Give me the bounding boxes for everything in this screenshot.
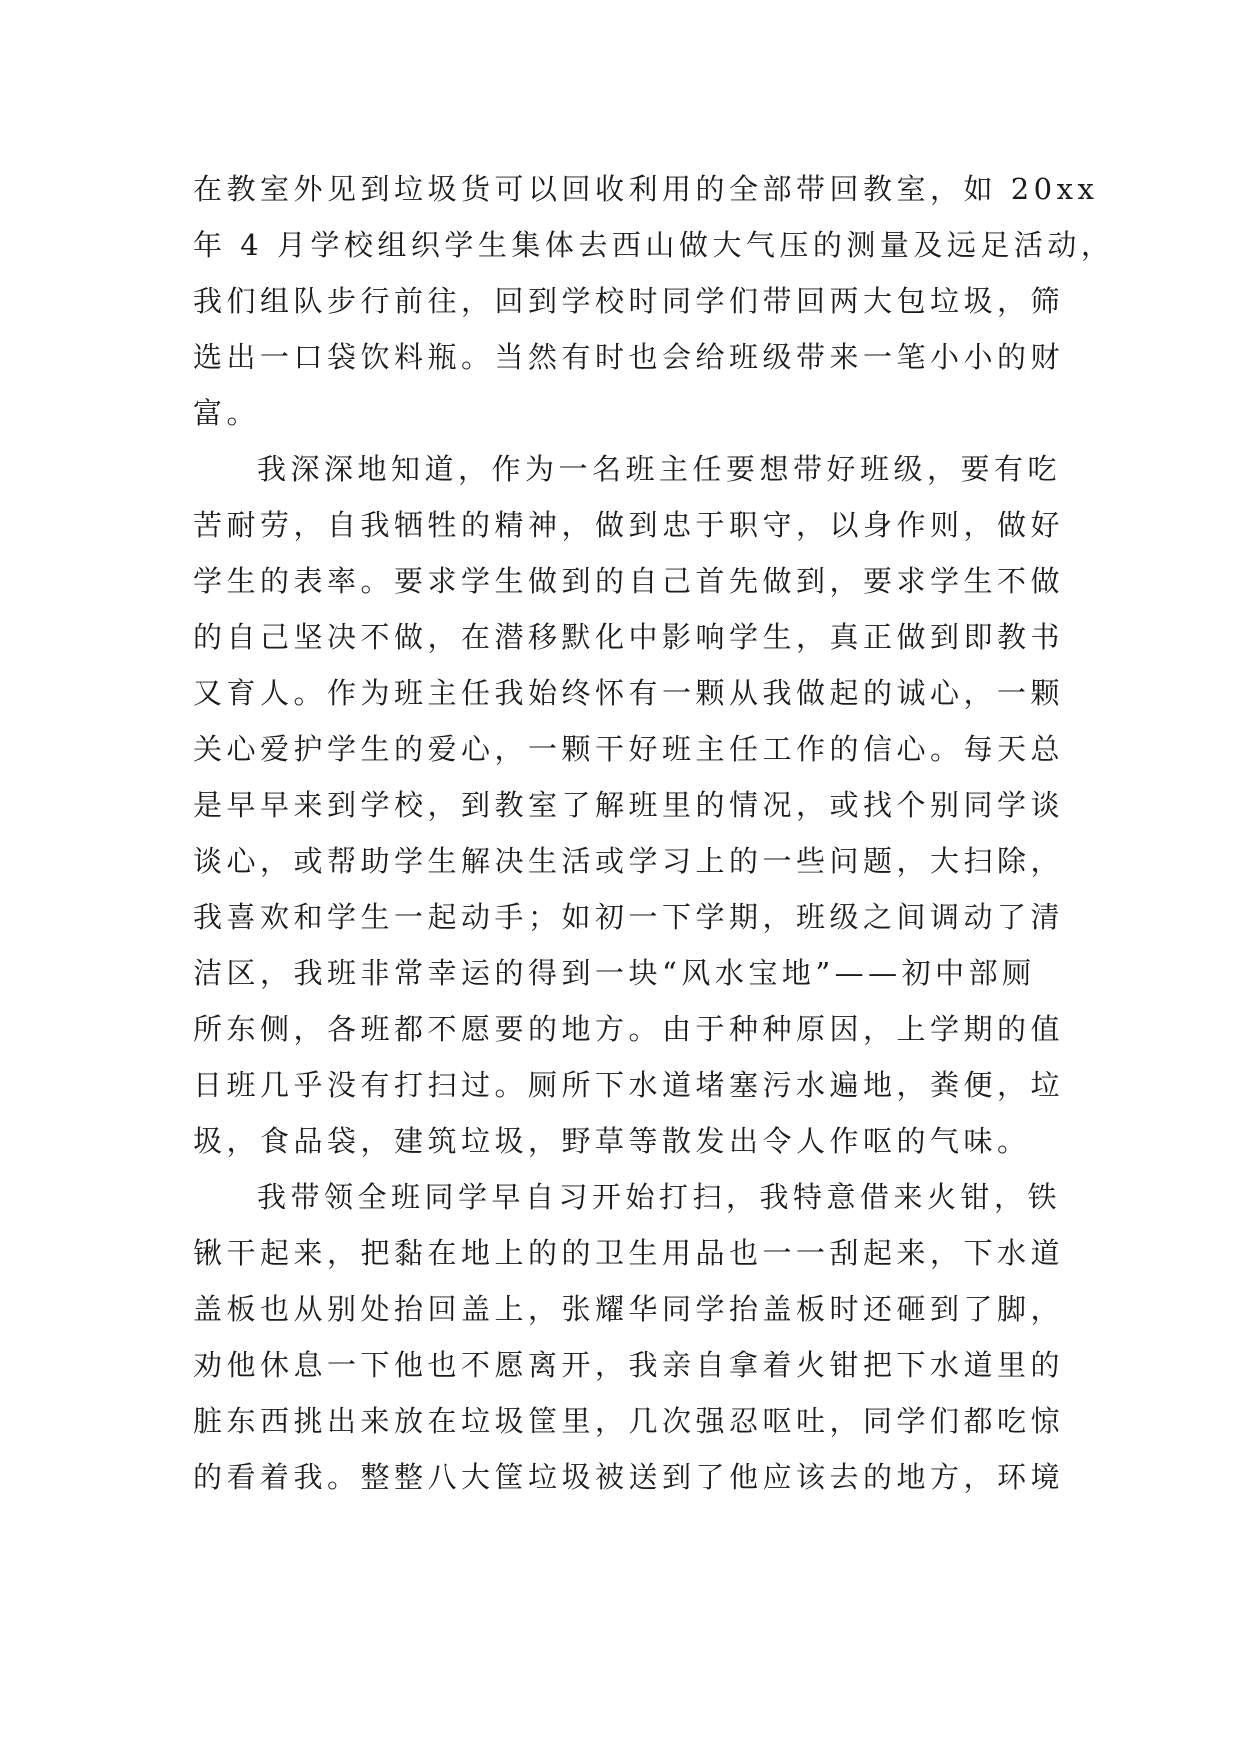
text-line: 学生的表率。要求学生做到的自己首先做到，要求学生不做 xyxy=(193,564,1065,598)
text-line: 所东侧，各班都不愿要的地方。由于种种原因，上学期的值 xyxy=(193,1012,1065,1046)
text-line: 在教室外见到垃圾货可以回收利用的全部带回教室，如 20xx xyxy=(193,172,1099,206)
text-line: 富。 xyxy=(193,396,261,430)
text-line: 的看着我。整整八大筐垃圾被送到了他应该去的地方，环境 xyxy=(193,1460,1065,1494)
text-line: 盖板也从别处抬回盖上，张耀华同学抬盖板时还砸到了脚， xyxy=(193,1292,1065,1326)
text-line: 关心爱护学生的爱心，一颗干好班主任工作的信心。每天总 xyxy=(193,732,1065,766)
text-line: 圾，食品袋，建筑垃圾，野草等散发出令人作呕的气味。 xyxy=(193,1124,1031,1158)
text-line: 的自己坚决不做，在潜移默化中影响学生，真正做到即教书 xyxy=(193,620,1065,654)
text-line: 我们组队步行前往，回到学校时同学们带回两大包垃圾，筛 xyxy=(193,284,1065,318)
text-line: 苦耐劳，自我牺牲的精神，做到忠于职守，以身作则，做好 xyxy=(193,508,1065,542)
text-line: 锹干起来，把黏在地上的的卫生用品也一一刮起来，下水道 xyxy=(193,1236,1065,1270)
text-line: 年 4 月学校组织学生集体去西山做大气压的测量及远足活动， xyxy=(193,228,1115,262)
paragraph-start-line: 我深深地知道，作为一名班主任要想带好班级，要有吃 xyxy=(257,452,1062,486)
text-line: 选出一口袋饮料瓶。当然有时也会给班级带来一笔小小的财 xyxy=(193,340,1065,374)
text-line: 我喜欢和学生一起动手；如初一下学期，班级之间调动了清 xyxy=(193,900,1065,934)
text-line: 谈心，或帮助学生解决生活或学习上的一些问题，大扫除， xyxy=(193,844,1065,878)
text-line: 洁区，我班非常幸运的得到一块“风水宝地”——初中部厕 xyxy=(193,956,1036,990)
text-line: 又育人。作为班主任我始终怀有一颗从我做起的诚心，一颗 xyxy=(193,676,1065,710)
paragraph-start-line: 我带领全班同学早自习开始打扫，我特意借来火钳，铁 xyxy=(257,1180,1062,1214)
text-line: 是早早来到学校，到教室了解班里的情况，或找个别同学谈 xyxy=(193,788,1065,822)
text-line: 日班几乎没有打扫过。厕所下水道堵塞污水遍地，粪便，垃 xyxy=(193,1068,1065,1102)
text-line: 脏东西挑出来放在垃圾筐里，几次强忍呕吐，同学们都吃惊 xyxy=(193,1404,1065,1438)
text-line: 劝他休息一下他也不愿离开，我亲自拿着火钳把下水道里的 xyxy=(193,1348,1065,1382)
